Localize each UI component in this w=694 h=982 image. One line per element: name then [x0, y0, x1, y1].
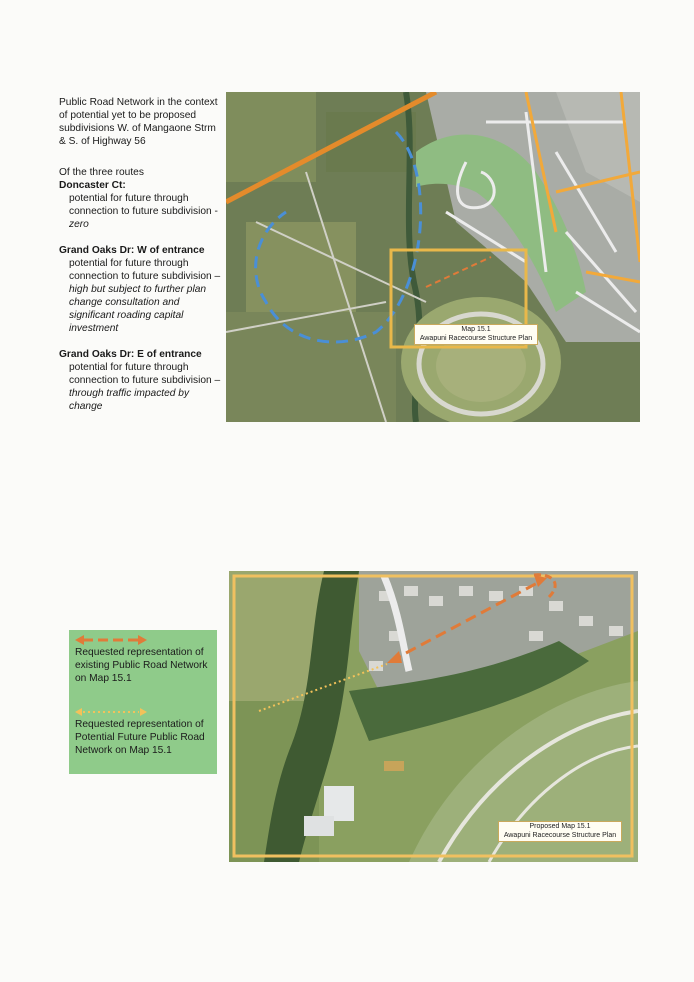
orange-dashed-arrow-icon [75, 634, 155, 646]
route-description [59, 257, 224, 335]
route-title: Grand Oaks Dr: W of entrance [59, 245, 205, 256]
route-italic-text: through traffic impacted by change [69, 388, 190, 412]
route-plain-text: potential for future through connection to future subdivision – [69, 258, 221, 282]
route-title: Grand Oaks Dr: E of entrance [59, 349, 202, 360]
map-label-line: Awapuni Racecourse Structure Plan [503, 831, 617, 839]
aerial-map-proposed [229, 571, 638, 862]
routes-section [59, 166, 224, 413]
map-label-line: Map 15.1 [461, 326, 491, 333]
route-grand-oaks-west [59, 244, 224, 335]
intro-paragraph: Public Road Network in the context of potential yet to be proposed subdivisions W. of Mangaone Strm & S. of Highway 56 [59, 97, 218, 147]
route-plain-text: potential for future through connection to future subdivision - [69, 193, 218, 217]
yellow-dotted-arrow-icon [75, 706, 155, 718]
legend-box [69, 630, 217, 774]
aerial-map-overview [226, 92, 640, 422]
route-title: Doncaster Ct: [59, 180, 126, 191]
map-label-line: Proposed Map 15.1 [529, 823, 591, 830]
map-label-bottom [498, 821, 622, 842]
route-doncaster [59, 179, 224, 231]
route-italic-text: zero [69, 219, 89, 230]
routes-heading: Of the three routes [59, 167, 144, 178]
legend-future [75, 706, 215, 757]
route-plain-text: potential for future through connection to future subdivision – [69, 362, 221, 386]
map-label-top [414, 324, 538, 345]
route-grand-oaks-east [59, 348, 224, 413]
legend-existing [75, 634, 215, 685]
aerial-map-overview-image [226, 92, 640, 422]
aerial-map-proposed-image [229, 571, 638, 862]
route-description [59, 192, 224, 231]
route-description [59, 361, 224, 413]
route-italic-text: high but subject to further plan change consultation and significant roading capital investment [69, 284, 207, 334]
map-label-line: Awapuni Racecourse Structure Plan [419, 334, 533, 342]
legend-existing-text: Requested representation of existing Public Road Network on Map 15.1 [75, 647, 208, 684]
legend-future-text: Requested representation of Potential Future Public Road Network on Map 15.1 [75, 719, 205, 756]
